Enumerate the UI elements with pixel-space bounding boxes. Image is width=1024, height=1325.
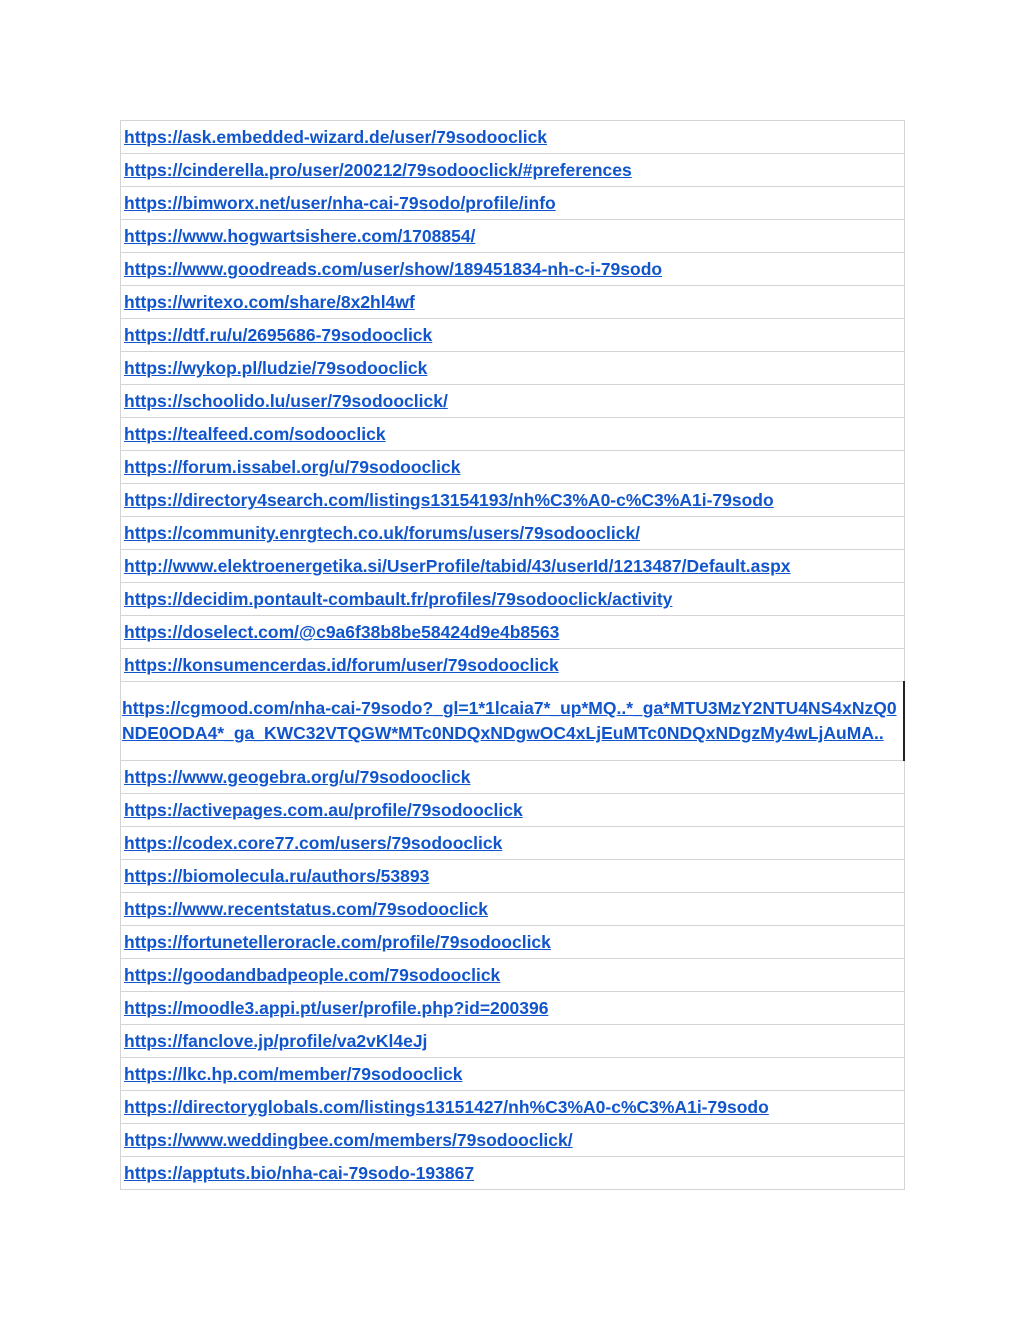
profile-link[interactable]: https://www.geogebra.org/u/79sodooclick bbox=[124, 767, 471, 787]
table-row bbox=[121, 761, 905, 794]
profile-link[interactable]: http://www.elektroenergetika.si/UserProfile/tabid/43/userId/1213487/Default.aspx bbox=[124, 556, 791, 576]
table-cell bbox=[121, 352, 905, 385]
table-cell bbox=[121, 154, 905, 187]
profile-link[interactable]: https://tealfeed.com/sodooclick bbox=[124, 424, 386, 444]
profile-link[interactable]: https://lkc.hp.com/member/79sodooclick bbox=[124, 1064, 463, 1084]
table-row bbox=[121, 926, 905, 959]
table-row bbox=[121, 1058, 905, 1091]
table-cell bbox=[121, 893, 905, 926]
table-row bbox=[121, 959, 905, 992]
table-row bbox=[121, 418, 905, 451]
table-row bbox=[121, 1124, 905, 1157]
profile-link[interactable]: https://doselect.com/@c9a6f38b8be58424d9e4b8563 bbox=[124, 622, 560, 642]
table-cell bbox=[121, 860, 905, 893]
table-cell bbox=[121, 682, 905, 761]
profile-link[interactable]: https://codex.core77.com/users/79sodooclick bbox=[124, 833, 503, 853]
table-cell bbox=[121, 992, 905, 1025]
table-cell bbox=[121, 761, 905, 794]
table-row bbox=[121, 484, 905, 517]
profile-link[interactable]: https://goodandbadpeople.com/79sodooclick bbox=[124, 965, 501, 985]
table-cell bbox=[121, 926, 905, 959]
table-row bbox=[121, 893, 905, 926]
table-cell bbox=[121, 121, 905, 154]
table-cell bbox=[121, 827, 905, 860]
table-cell bbox=[121, 517, 905, 550]
table-row bbox=[121, 220, 905, 253]
table-row bbox=[121, 794, 905, 827]
table-cell bbox=[121, 1091, 905, 1124]
table-cell bbox=[121, 1025, 905, 1058]
table-cell bbox=[121, 319, 905, 352]
profile-link[interactable]: https://cinderella.pro/user/200212/79sodooclick/#preferences bbox=[124, 160, 632, 180]
table-cell bbox=[121, 451, 905, 484]
table-row bbox=[121, 682, 905, 761]
profile-link[interactable]: https://www.hogwartsishere.com/1708854/ bbox=[124, 226, 476, 246]
profile-link[interactable]: https://fortunetelleroracle.com/profile/79sodooclick bbox=[124, 932, 551, 952]
profile-link[interactable]: https://konsumencerdas.id/forum/user/79sodooclick bbox=[124, 655, 559, 675]
profile-link[interactable]: https://bimworx.net/user/nha-cai-79sodo/profile/info bbox=[124, 193, 556, 213]
profile-link[interactable]: https://writexo.com/share/8x2hl4wf bbox=[124, 292, 415, 312]
table-row bbox=[121, 187, 905, 220]
profile-link[interactable]: https://dtf.ru/u/2695686-79sodooclick bbox=[124, 325, 433, 345]
table-cell bbox=[121, 253, 905, 286]
table-row bbox=[121, 253, 905, 286]
table-cell bbox=[121, 959, 905, 992]
profile-link[interactable]: https://decidim.pontault-combault.fr/profiles/79sodooclick/activity bbox=[124, 589, 673, 609]
profile-link[interactable]: https://forum.issabel.org/u/79sodooclick bbox=[124, 457, 461, 477]
profile-link[interactable]: https://wykop.pl/ludzie/79sodooclick bbox=[124, 358, 428, 378]
table-row bbox=[121, 1157, 905, 1190]
table-row bbox=[121, 616, 905, 649]
table-cell bbox=[121, 1157, 905, 1190]
profile-link[interactable]: https://www.goodreads.com/user/show/189451834-nh-c-i-79sodo bbox=[124, 259, 663, 279]
profile-link[interactable]: https://apptuts.bio/nha-cai-79sodo-193867 bbox=[124, 1163, 475, 1183]
table-row bbox=[121, 992, 905, 1025]
profile-link[interactable]: https://ask.embedded-wizard.de/user/79sodooclick bbox=[124, 127, 548, 147]
table-row bbox=[121, 583, 905, 616]
table-row bbox=[121, 1091, 905, 1124]
table-cell bbox=[121, 484, 905, 517]
profile-link[interactable]: https://fanclove.jp/profile/va2vKl4eJj bbox=[124, 1031, 428, 1051]
table-cell bbox=[121, 385, 905, 418]
profile-link[interactable]: https://schoolido.lu/user/79sodooclick/ bbox=[124, 391, 448, 411]
profile-link[interactable]: https://directoryglobals.com/listings13151427/nh%C3%A0-c%C3%A1i-79sodo bbox=[124, 1097, 769, 1117]
table-row bbox=[121, 860, 905, 893]
table-cell bbox=[121, 616, 905, 649]
table-row bbox=[121, 517, 905, 550]
table-cell bbox=[121, 220, 905, 253]
table-row bbox=[121, 385, 905, 418]
table-row bbox=[121, 451, 905, 484]
table-row bbox=[121, 352, 905, 385]
table-cell bbox=[121, 583, 905, 616]
table-row bbox=[121, 286, 905, 319]
table-row bbox=[121, 154, 905, 187]
table-cell bbox=[121, 649, 905, 682]
profile-link[interactable]: https://moodle3.appi.pt/user/profile.php?id=200396 bbox=[124, 998, 549, 1018]
table-row bbox=[121, 319, 905, 352]
link-table bbox=[120, 120, 905, 1190]
table-cell bbox=[121, 187, 905, 220]
table-row bbox=[121, 827, 905, 860]
profile-link[interactable]: https://www.weddingbee.com/members/79sodooclick/ bbox=[124, 1130, 573, 1150]
profile-link[interactable]: https://directory4search.com/listings13154193/nh%C3%A0-c%C3%A1i-79sodo bbox=[124, 490, 774, 510]
profile-link[interactable]: https://activepages.com.au/profile/79sodooclick bbox=[124, 800, 523, 820]
table-row bbox=[121, 121, 905, 154]
profile-link[interactable]: https://biomolecula.ru/authors/53893 bbox=[124, 866, 430, 886]
profile-link[interactable]: https://cgmood.com/nha-cai-79sodo?_gl=1*1lcaia7*_up*MQ..*_ga*MTU3MzY2NTU4NS4xNzQ0NDE0ODA4*_ga_KWC32VTQGW*MTc0NDQxNDgwOC4xLjEuMTc0NDQxNDgzMy4wLjAuMA.. bbox=[122, 698, 897, 743]
profile-link[interactable]: https://www.recentstatus.com/79sodooclick bbox=[124, 899, 489, 919]
table-cell bbox=[121, 550, 905, 583]
table-row bbox=[121, 550, 905, 583]
table-cell bbox=[121, 1124, 905, 1157]
profile-link[interactable]: https://community.enrgtech.co.uk/forums/users/79sodooclick/ bbox=[124, 523, 641, 543]
table-row bbox=[121, 1025, 905, 1058]
table-cell bbox=[121, 286, 905, 319]
table-row bbox=[121, 649, 905, 682]
table-cell bbox=[121, 418, 905, 451]
table-cell bbox=[121, 1058, 905, 1091]
link-table-body bbox=[121, 121, 905, 1190]
table-cell bbox=[121, 794, 905, 827]
